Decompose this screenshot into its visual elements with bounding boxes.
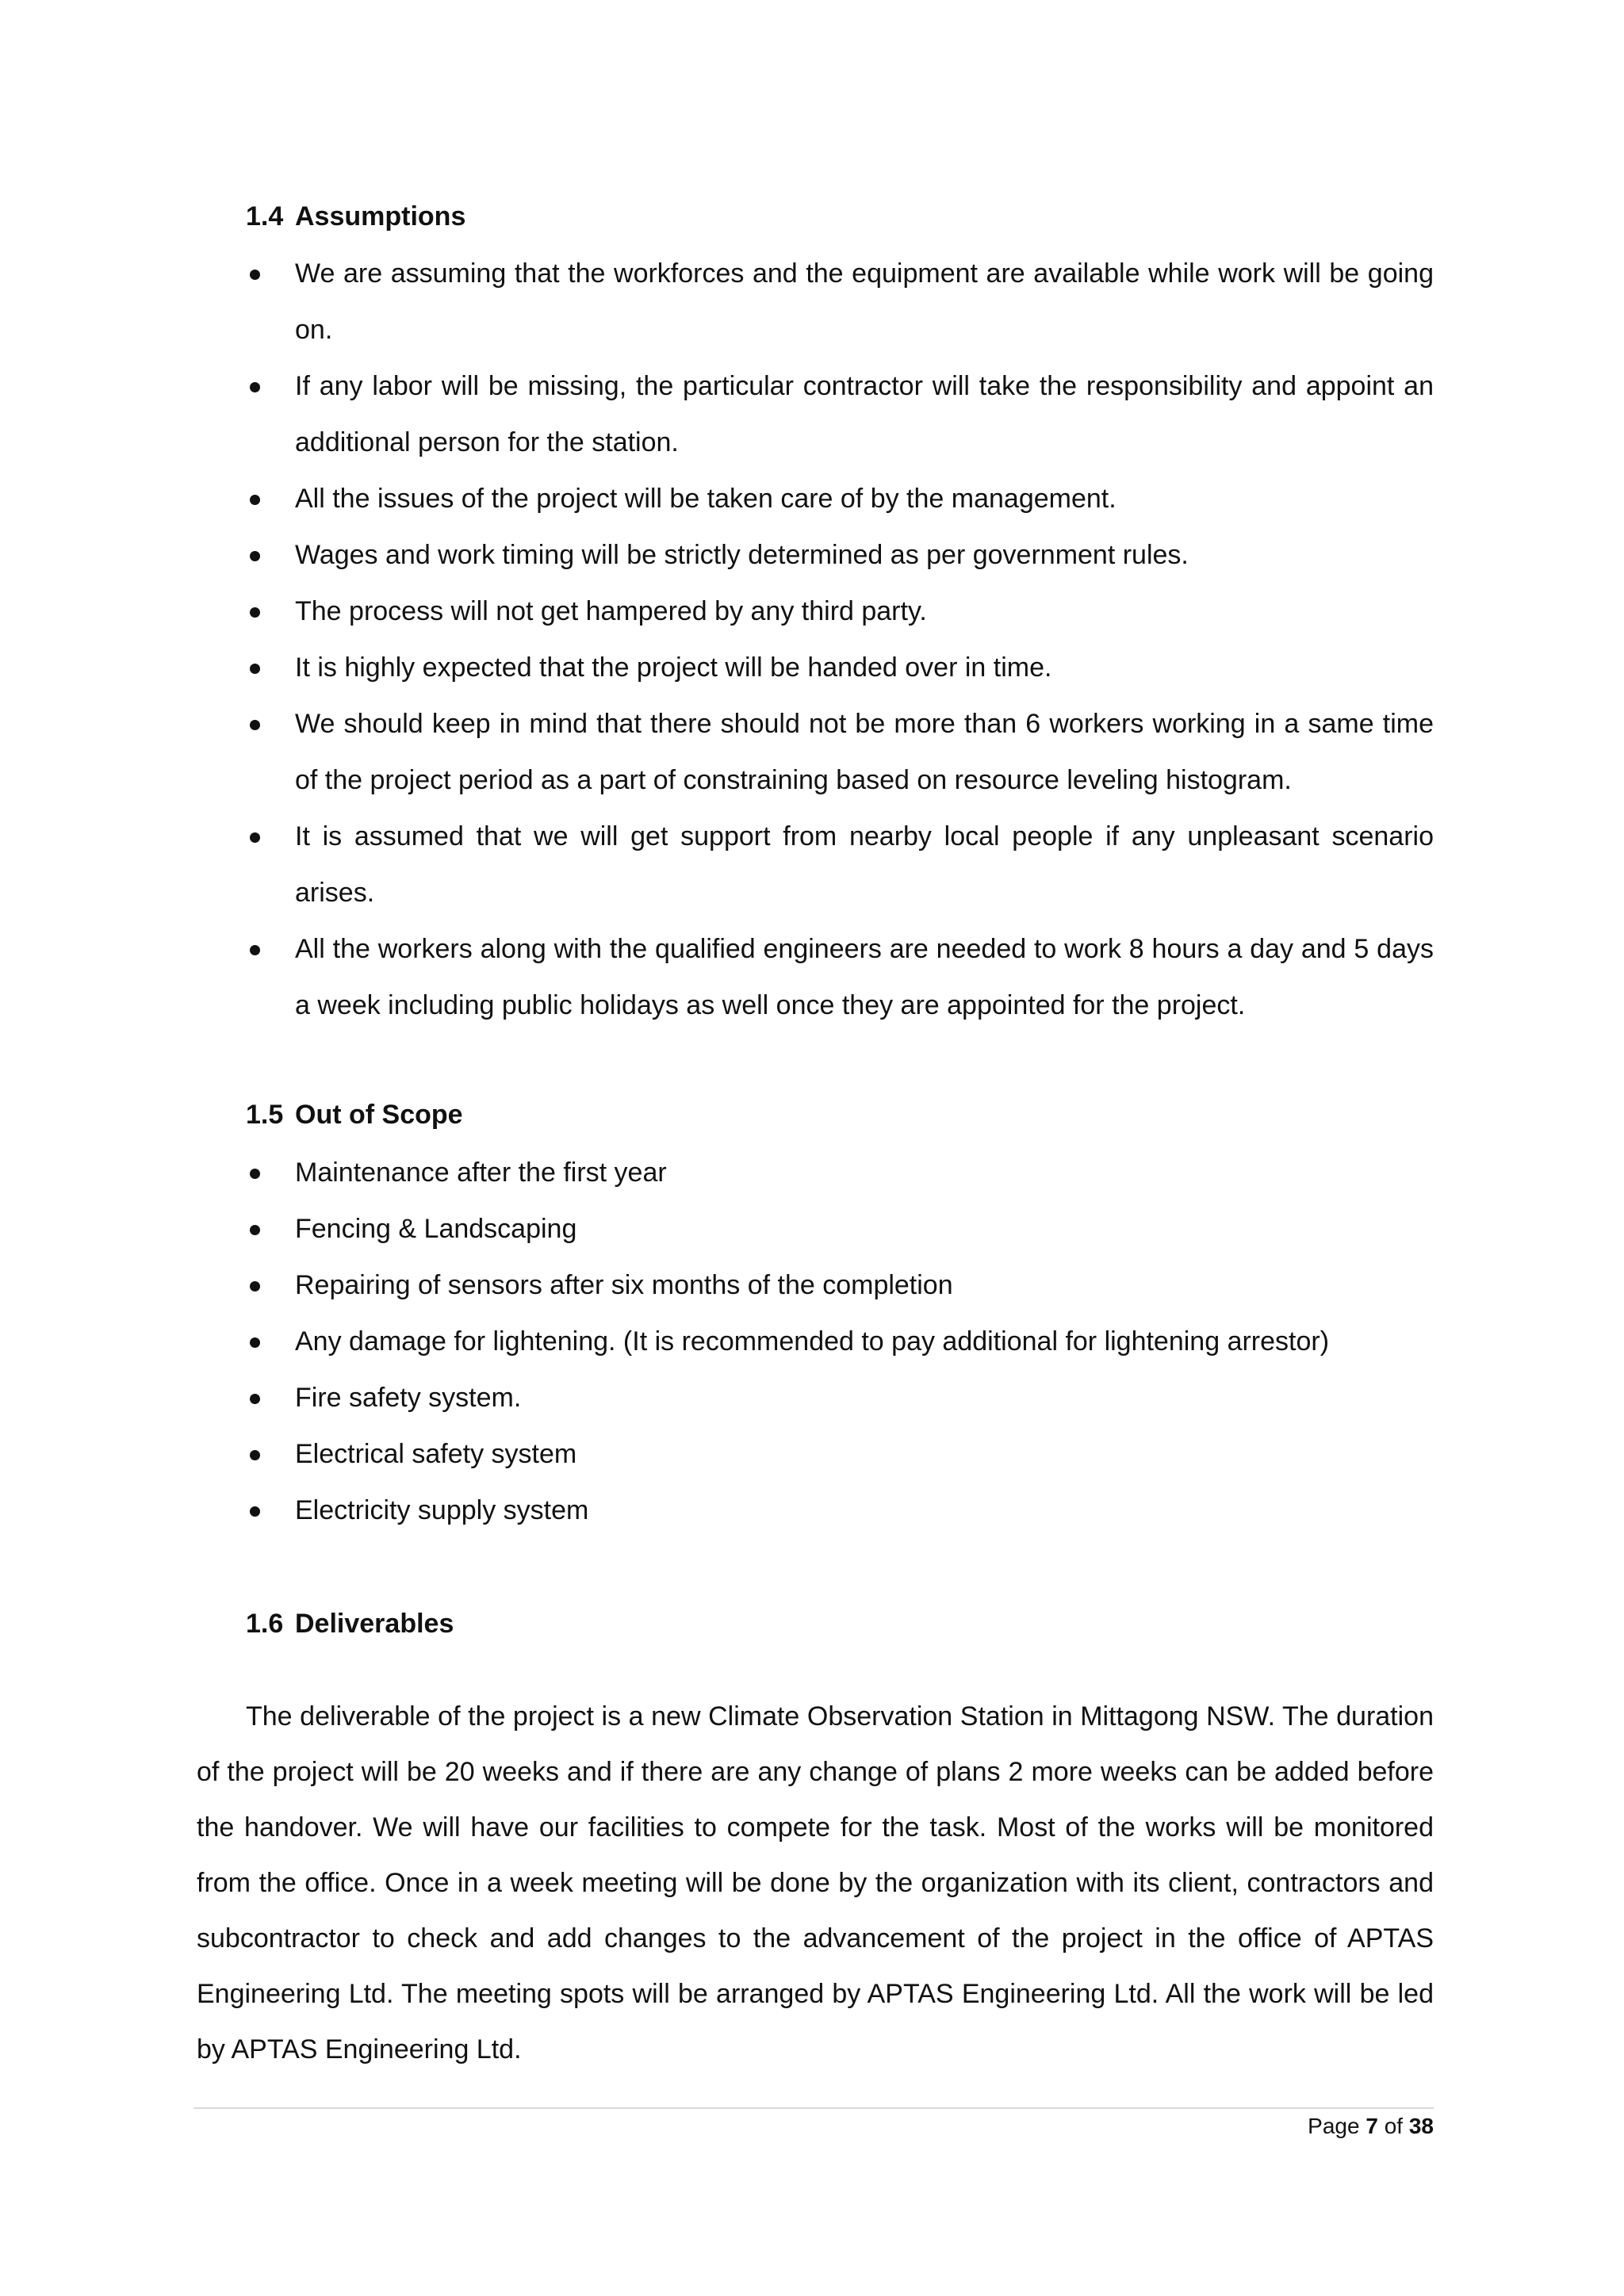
list-item: Electrical safety system — [246, 1426, 1434, 1483]
bullet-icon — [250, 1450, 260, 1460]
section-number: 1.5 — [246, 1100, 284, 1130]
bullet-icon — [250, 1281, 260, 1292]
bullet-icon — [250, 382, 260, 392]
bullet-icon — [250, 1169, 260, 1179]
list-item: Repairing of sensors after six months of the completion — [246, 1257, 1434, 1314]
bullet-icon — [250, 1337, 260, 1348]
current-page-number: 7 — [1365, 2114, 1378, 2138]
section-number: 1.4 — [246, 201, 284, 232]
list-item: All the workers along with the qualified engineers are needed to work 8 hours a day and 5 days a week including public holidays as well once they are appointed for the project. — [246, 921, 1434, 1034]
bullet-icon — [250, 1225, 260, 1235]
list-item: Wages and work timing will be strictly determined as per government rules. — [246, 527, 1434, 584]
page-label: Page — [1308, 2114, 1360, 2138]
list-item: The process will not get hampered by any third party. — [246, 584, 1434, 640]
list-item: Electricity supply system — [246, 1483, 1434, 1539]
bullet-icon — [250, 1506, 260, 1517]
out-of-scope-list — [246, 1145, 1434, 1539]
list-item: All the issues of the project will be taken care of by the management. — [246, 471, 1434, 527]
section-title: Out of Scope — [295, 1100, 463, 1130]
list-item: If any labor will be missing, the particular contractor will take the responsibility and appoint an additional person for the station. — [246, 358, 1434, 471]
list-item: It is highly expected that the project will be handed over in time. — [246, 640, 1434, 696]
footer-divider — [193, 2107, 1434, 2109]
bullet-icon — [250, 720, 260, 730]
page-footer — [1308, 2113, 1434, 2140]
bullet-icon — [250, 607, 260, 618]
list-item: We should keep in mind that there should not be more than 6 workers working in a same time of the project period as a part of constraining based on resource leveling histogram. — [246, 696, 1434, 809]
bullet-icon — [250, 1394, 260, 1404]
bullet-icon — [250, 270, 260, 280]
total-pages-number: 38 — [1408, 2114, 1434, 2138]
list-item: Fire safety system. — [246, 1370, 1434, 1426]
bullet-icon — [250, 495, 260, 505]
bullet-icon — [250, 664, 260, 674]
section-title: Assumptions — [295, 201, 466, 232]
section-title: Deliverables — [295, 1609, 454, 1639]
section-heading-deliverables — [246, 1608, 454, 1640]
list-item: Fencing & Landscaping — [246, 1201, 1434, 1257]
list-item: It is assumed that we will get support from nearby local people if any unpleasant scenario arises. — [246, 809, 1434, 921]
list-item: We are assuming that the workforces and the equipment are available while work will be going on. — [246, 246, 1434, 358]
deliverables-paragraph: The deliverable of the project is a new Climate Observation Station in Mittagong NSW. The duration of the project will be 20 weeks and if there are any change of plans 2 more weeks can be added before the handover. We will have our facilities to compete for the task. Most of the works will be monitored from the office. Once in a week meeting will be done by the organization with its client, contractors and subcontractor to check and add changes to the advancement of the project in the office of APTAS Engineering Ltd. The meeting spots will be arranged by APTAS Engineering Ltd. All the work will be led by APTAS Engineering Ltd. — [197, 1701, 1434, 2064]
bullet-icon — [250, 832, 260, 843]
section-heading-assumptions — [246, 201, 465, 232]
assumptions-list — [246, 246, 1434, 1034]
section-number: 1.6 — [246, 1609, 284, 1639]
of-label: of — [1384, 2114, 1404, 2138]
bullet-icon — [250, 551, 260, 561]
section-heading-out-of-scope — [246, 1099, 463, 1131]
bullet-icon — [250, 945, 260, 955]
list-item: Any damage for lightening. (It is recommended to pay additional for lightening arrestor) — [246, 1314, 1434, 1370]
list-item: Maintenance after the first year — [246, 1145, 1434, 1201]
